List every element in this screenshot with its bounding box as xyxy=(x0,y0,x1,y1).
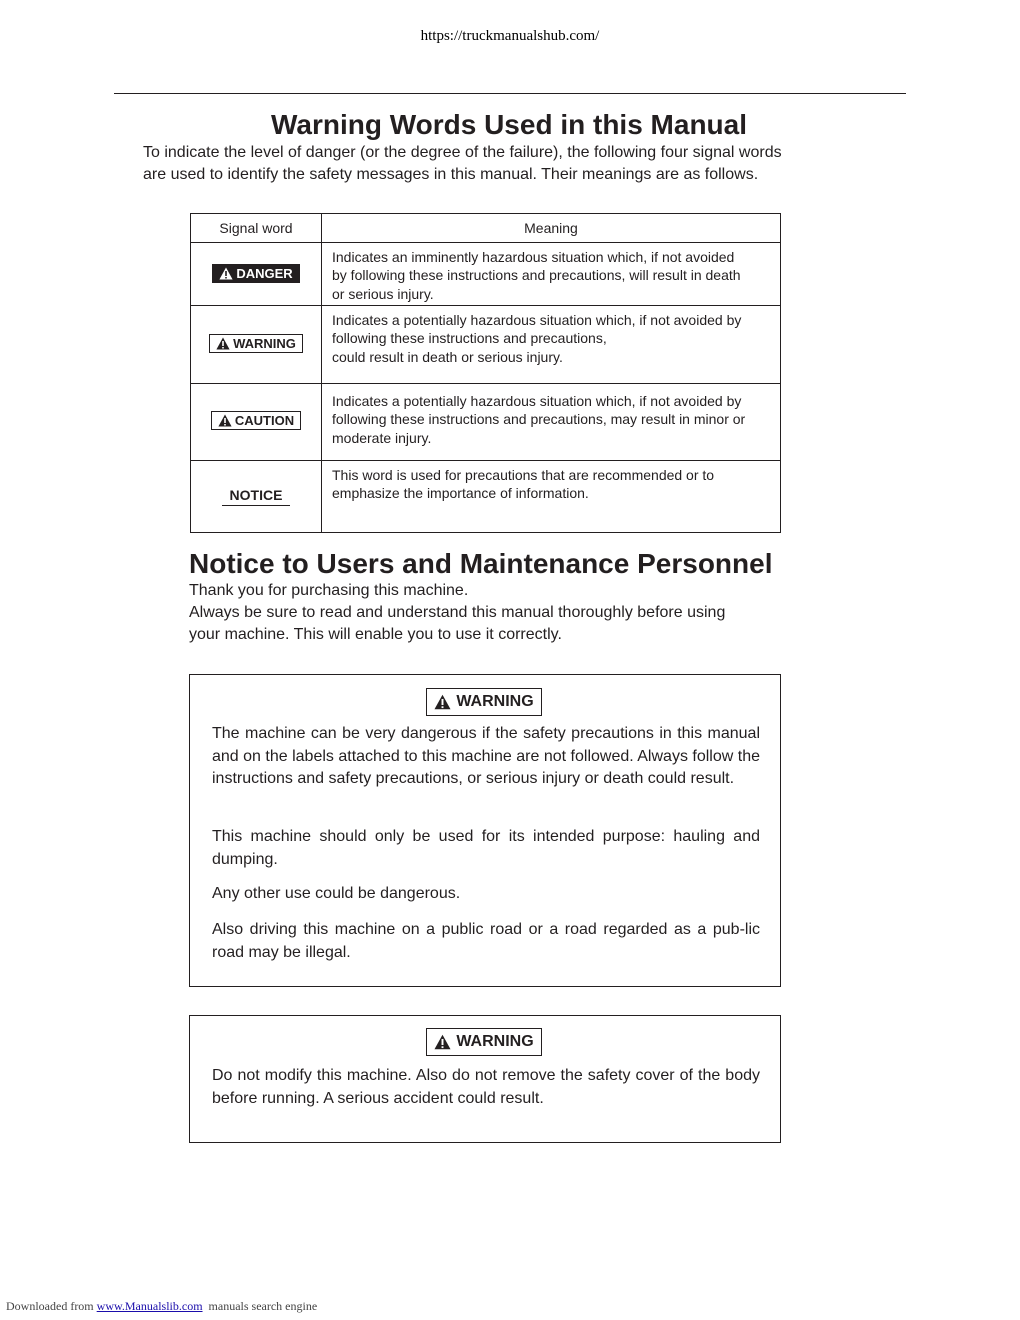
alert-triangle-icon xyxy=(219,267,233,280)
download-footer xyxy=(6,1299,317,1314)
meaning-line: or serious injury. xyxy=(332,285,434,302)
danger-label-text: DANGER xyxy=(236,265,293,281)
warning-paragraph: This machine should only be used for its intended purpose: hauling and dumping. xyxy=(212,828,760,868)
notice-label: NOTICE xyxy=(222,487,291,506)
warning-label-text: WARNING xyxy=(233,335,296,351)
intro-line: To indicate the level of danger (or the degree of the failure), the following four signal words xyxy=(143,144,782,161)
warning-paragraph: The machine can be very dangerous if the safety precautions in this manual and on the labels attached to this machine are not followed. Always follow the instructions and safety precautions, or serious injury or death could result. xyxy=(212,725,760,787)
table-row-warning xyxy=(191,306,781,384)
meaning-line: emphasize the importance of information. xyxy=(332,485,589,502)
warning-badge xyxy=(426,688,542,716)
manualslib-link[interactable]: www.Manualslib.com xyxy=(96,1299,203,1313)
intro-line: are used to identify the safety messages in this manual. Their meanings are as follows. xyxy=(143,166,759,183)
meaning-line: Indicates a potentially hazardous situation which, if not avoided by xyxy=(332,312,742,328)
page-title: Warning Words Used in this Manual xyxy=(270,109,748,140)
meaning-line: following these instructions and precautions, may result in minor or xyxy=(332,411,746,428)
notice-meaning xyxy=(322,461,781,533)
warning-box xyxy=(189,1015,781,1143)
meaning-line: following these instructions and precautions, xyxy=(332,330,607,347)
danger-label xyxy=(212,264,299,283)
meaning-line: This word is used for precautions that are recommended or to xyxy=(332,467,715,483)
users-paragraph xyxy=(189,580,829,646)
warning-paragraph: Do not modify this machine. Also do not remove the safety cover of the body before running. A serious accident could result. xyxy=(212,1067,760,1107)
warning-badge-text: WARNING xyxy=(456,1033,534,1050)
caution-label-text: CAUTION xyxy=(234,413,295,428)
warning-paragraph: Any other use could be dangerous. xyxy=(212,885,461,902)
header-signal-word: Signal word xyxy=(191,214,322,243)
warning-label xyxy=(209,334,303,353)
users-line: Always be sure to read and understand this manual thoroughly before using xyxy=(189,604,726,621)
meaning-line: could result in death or serious injury. xyxy=(332,348,563,365)
alert-triangle-icon xyxy=(434,694,451,710)
meaning-line: Indicates a potentially hazardous situation which, if not avoided by xyxy=(332,393,742,409)
warning-badge xyxy=(426,1028,542,1056)
warning-paragraph: Also driving this machine on a public road or a road regarded as a pub-lic road may be illegal. xyxy=(212,921,760,961)
table-row-caution xyxy=(191,384,781,461)
footer-suffix: manuals search engine xyxy=(208,1299,318,1313)
meaning-line: by following these instructions and precautions, will result in death xyxy=(332,267,741,284)
intro-paragraph xyxy=(143,142,863,186)
danger-meaning xyxy=(322,243,781,306)
table-row-danger xyxy=(191,243,781,306)
warning-meaning xyxy=(322,306,781,384)
signal-word-table xyxy=(190,213,781,533)
footer-prefix: Downloaded from xyxy=(6,1299,94,1313)
alert-triangle-icon xyxy=(218,414,232,427)
header-meaning: Meaning xyxy=(322,214,781,243)
meaning-line: Indicates an imminently hazardous situation which, if not avoided xyxy=(332,249,735,265)
table-header-row xyxy=(191,214,781,243)
alert-triangle-icon xyxy=(434,1034,451,1050)
header-rule xyxy=(114,93,906,94)
meaning-line: moderate injury. xyxy=(332,429,432,446)
alert-triangle-icon xyxy=(216,337,230,350)
source-url: https://truckmanualshub.com/ xyxy=(420,28,600,44)
warning-badge-text: WARNING xyxy=(456,693,534,710)
section-title: Notice to Users and Maintenance Personnel xyxy=(189,548,773,579)
table-row-notice xyxy=(191,461,781,533)
users-line: your machine. This will enable you to use it correctly. xyxy=(189,626,562,643)
warning-box xyxy=(189,674,781,987)
caution-meaning xyxy=(322,384,781,461)
users-line: Thank you for purchasing this machine. xyxy=(189,582,469,599)
caution-label xyxy=(211,411,301,430)
